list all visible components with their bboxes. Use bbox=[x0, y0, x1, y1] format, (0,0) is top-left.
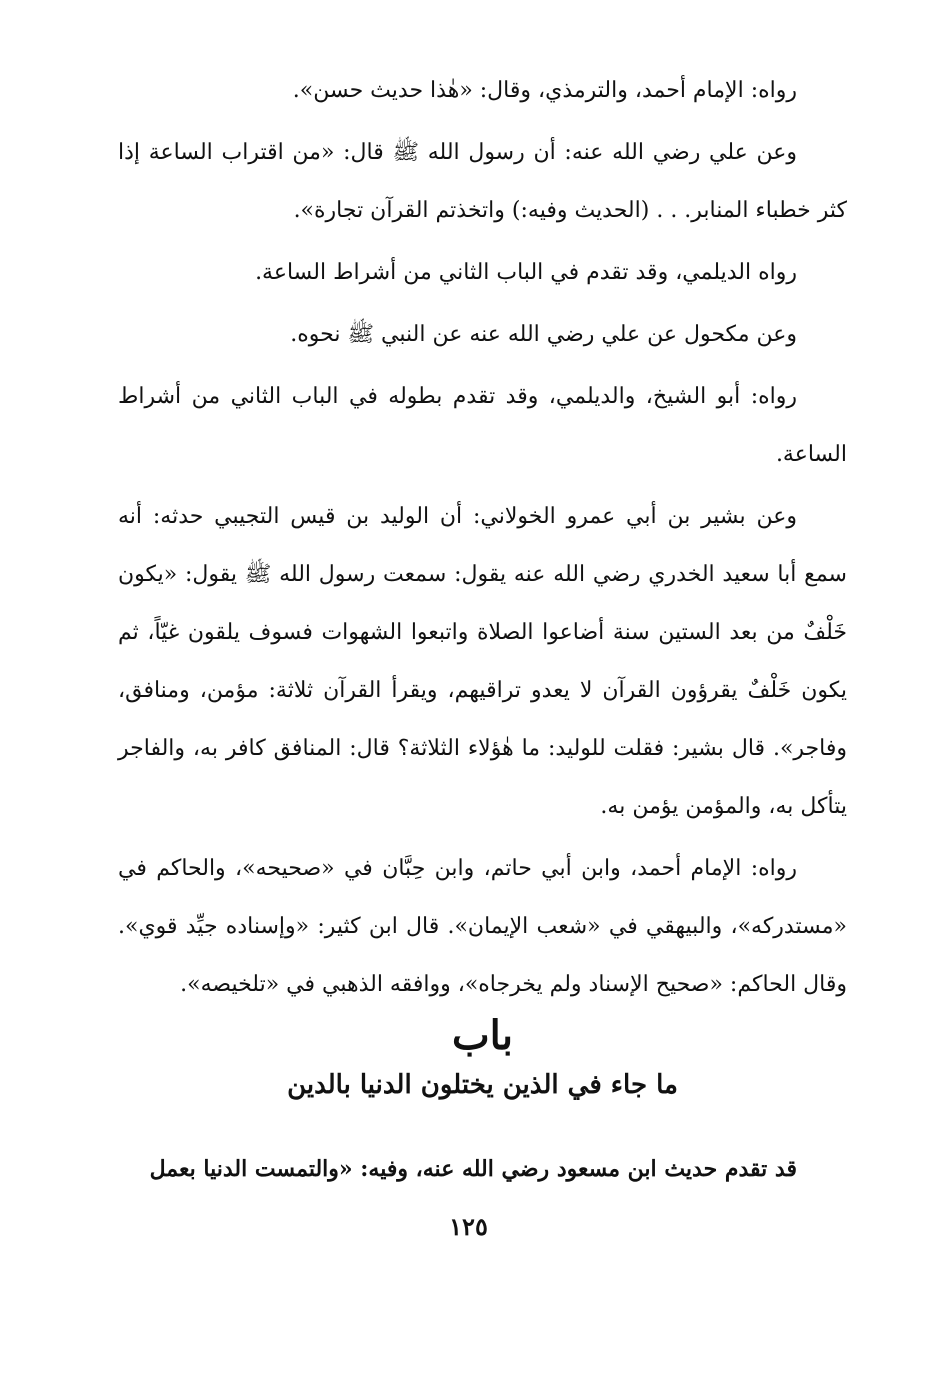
chapter-word: باب bbox=[452, 1012, 513, 1059]
paragraph-narration-3: رواه: أبو الشيخ، والديلمي، وقد تقدم بطوله في الباب الثاني من أشراط الساعة. bbox=[118, 384, 847, 467]
paragraph-hadith-bashir: وعن بشير بن أبي عمرو الخولاني: أن الوليد بن قيس التجيبي حدثه: أنه سمع أبا سعيد الخدري رضي الله عنه يقول: سمعت رسول الله ﷺ يقول: «يكون خَلْفٌ من بعد الستين سنة أضاعوا الصلاة واتبعوا الشهوات فسوف يلقون غيّاً، ثم يكون خَلْفٌ يقرؤون القرآن لا يعدو تراقيهم، ويقرأ القرآن ثلاثة: مؤمن، ومنافق، وفاجر». قال بشير: فقلت للوليد: ما هٰؤلاء الثلاثة؟ قال: المنافق كافر به، والفاجر يتأكل به، والمؤمن يؤمن به. bbox=[118, 504, 847, 819]
paragraph-narration-4: رواه: الإمام أحمد، وابن أبي حاتم، وابن حِبَّان في «صحيحه»، والحاكم في «مستدركه»، والبيهقي في «شعب الإيمان». قال ابن كثير: «وإسناده جيِّد قوي». وقال الحاكم: «صحيح الإسناد ولم يخرجاه»، ووافقه الذهبي في «تلخيصه». bbox=[118, 856, 847, 997]
paragraph-narration-2: رواه الديلمي، وقد تقدم في الباب الثاني من أشراط الساعة. bbox=[255, 260, 797, 285]
chapter-heading bbox=[118, 1010, 847, 1108]
chapter-title: ما جاء في الذين يختلون الدنيا بالدين bbox=[287, 1070, 678, 1100]
page-number: ١٢٥ bbox=[449, 1212, 488, 1241]
main-text bbox=[118, 62, 847, 1014]
paragraph-chapter-opening: قد تقدم حديث ابن مسعود رضي الله عنه، وفيه: «والتمست الدنيا بعمل bbox=[149, 1156, 797, 1182]
paragraph-narration-1: رواه: الإمام أحمد، والترمذي، وقال: «هٰذا حديث حسن». bbox=[292, 78, 797, 103]
paragraph-hadith-makhul: وعن مكحول عن علي رضي الله عنه عن النبي ﷺ نحوه. bbox=[290, 322, 797, 347]
paragraph-hadith-ali: وعن علي رضي الله عنه: أن رسول الله ﷺ قال: «من اقتراب الساعة إذا كثر خطباء المنابر. . . (الحديث وفيه:) واتخذتم القرآن تجارة». bbox=[118, 140, 847, 223]
